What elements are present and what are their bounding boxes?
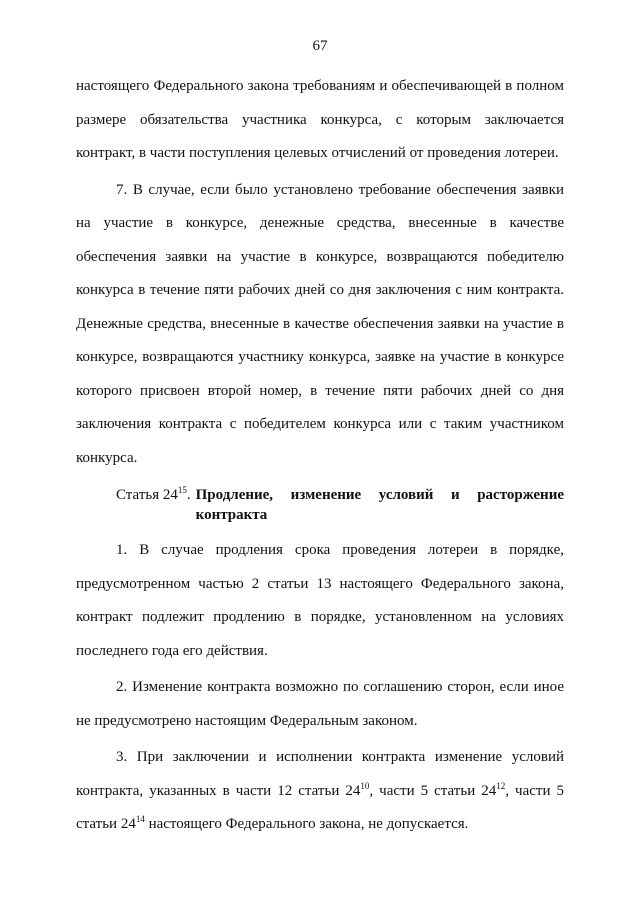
document-body — [76, 70, 564, 842]
page-number: 67 — [312, 38, 328, 54]
paragraph-continuation: настоящего Федерального закона требованиям и обеспечивающей в полном размере обязательства участника конкурса, с которым заключается контракт, в части поступления целевых отчислений от проведения лотереи. — [76, 78, 564, 161]
article-label: Статья $24^{15}$. — [116, 485, 191, 503]
article-heading — [116, 485, 564, 525]
paragraph-2: 2. Изменение контракта возможно по соглашению сторон, если иное не предусмотрено настоящим Федеральным законом. — [76, 679, 564, 729]
paragraph-3: 3. При заключении и исполнении контракта изменение условий контракта, указанных в части 12 статьи $24^{10}$, части 5 статьи $24^{12}$, части 5 статьи $24^{14}$ настоящего Федерального закона, не допускается. — [76, 749, 564, 832]
article-title: Продление, изменение условий и расторжение контракта — [195, 487, 564, 523]
paragraph-1: 1. В случае продления срока проведения лотереи в порядке, предусмотренном частью 2 статьи 13 настоящего Федерального закона, контракт подлежит продлению в порядке, установленном на условиях последнего года его действия. — [76, 542, 564, 659]
paragraph-7: 7. В случае, если было установлено требование обеспечения заявки на участие в конкурсе, денежные средства, внесенные в качестве обеспечения заявки на участие в конкурсе, возвращаются победителю конкурса в течение пяти рабочих дней со дня заключения с ним контракта. Денежные средства, внесенные в качестве обеспечения заявки на участие в конкурсе, возвращаются участнику конкурса, заявке на участие в конкурсе которого присвоен второй номер, в течение пяти рабочих дней со дня заключения контракта с победителем конкурса или с таким участником конкурса. — [76, 181, 564, 466]
